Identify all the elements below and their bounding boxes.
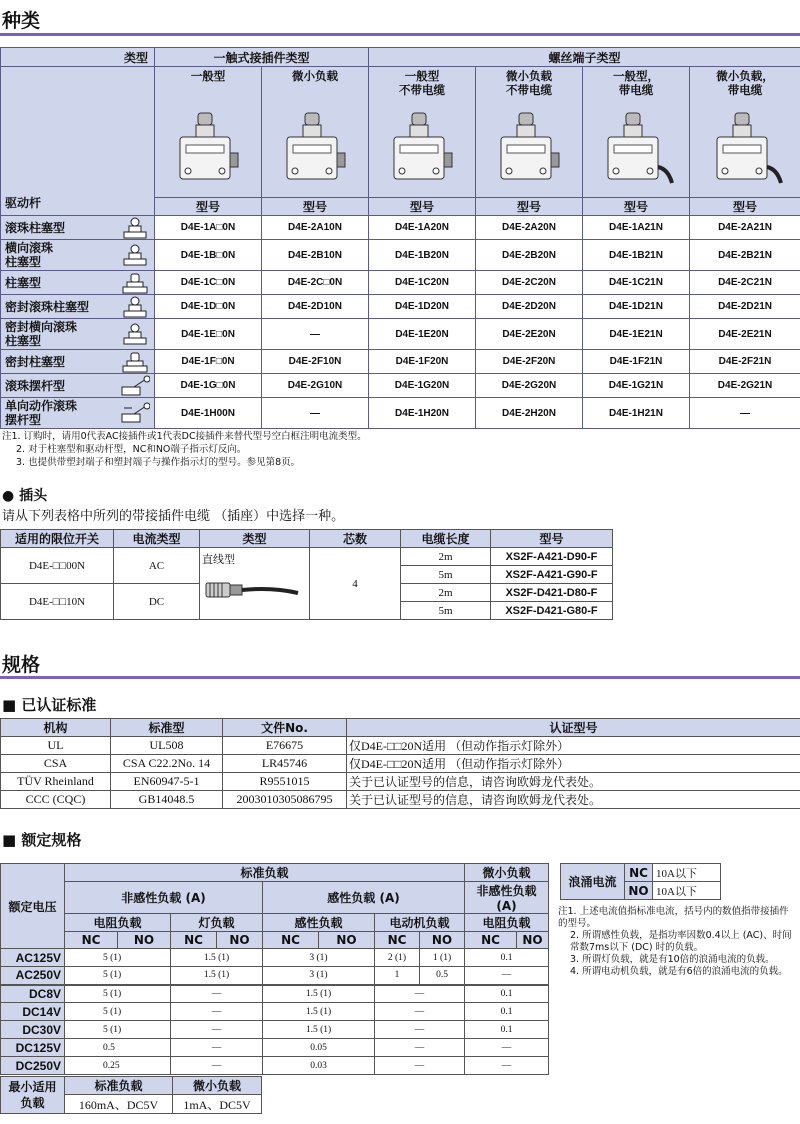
rating-row bbox=[1, 949, 549, 967]
rating-title: ■ 额定规格 bbox=[2, 831, 82, 849]
note-line: 4. 所谓电动机负载，就是有6倍的浪涌电流的负载。 bbox=[570, 966, 788, 977]
subtype-label: 一般型， 带电缆 bbox=[613, 71, 660, 97]
rating-row bbox=[1, 985, 549, 1003]
note-line: 2. 对于柱塞型和驱动杆型，NC和NO端子指示灯反向。 bbox=[16, 444, 247, 455]
nc-header: NC bbox=[65, 932, 118, 949]
cert-cell: CCC (CQC) bbox=[1, 791, 111, 809]
model-cell: D4E-2E20N bbox=[476, 319, 583, 350]
model-cell: D4E-2E21N bbox=[690, 319, 800, 350]
subtype-cell bbox=[155, 67, 262, 198]
actuator-cell bbox=[1, 350, 155, 374]
rating-notes bbox=[558, 906, 796, 978]
specs-section-title: 规格 bbox=[2, 654, 41, 676]
inductive-cell: 1.5 (1) bbox=[263, 985, 375, 1003]
lamp-cell: — bbox=[171, 985, 263, 1003]
model-cell: D4E-1C□0N bbox=[155, 271, 262, 295]
model-cell: D4E-2G21N bbox=[690, 374, 800, 398]
rating-ind-header: 感性负载 (A) bbox=[263, 882, 465, 914]
plug-switch: D4E-□□10N bbox=[1, 584, 114, 620]
model-label: 型号 bbox=[476, 198, 583, 216]
plug-intro: 请从下列表格中所列的带接插件电缆 （插座）中选择一种。 bbox=[2, 509, 345, 524]
model-cell: D4E-1B20N bbox=[369, 240, 476, 271]
model-cell: D4E-2D10N bbox=[262, 295, 369, 319]
model-cell: D4E-1A20N bbox=[369, 216, 476, 240]
cable-connector-icon bbox=[202, 573, 302, 607]
plug-header: 芯数 bbox=[310, 530, 401, 548]
subtype-cell bbox=[690, 67, 800, 198]
actuator-name: 柱塞型 bbox=[5, 275, 42, 290]
type-row bbox=[1, 350, 800, 374]
inrush-key: NO bbox=[625, 882, 653, 900]
cert-row bbox=[1, 791, 800, 809]
model-cell: D4E-1D□0N bbox=[155, 295, 262, 319]
no-header: NO bbox=[118, 932, 171, 949]
nc-header: NC bbox=[263, 932, 319, 949]
minload-standard-header: 标准负载 bbox=[65, 1077, 173, 1095]
actuator-label: 驱动杆 bbox=[1, 67, 155, 216]
actuator-cell bbox=[1, 295, 155, 319]
cert-header: 文件No. bbox=[223, 719, 347, 737]
lamp-cell: — bbox=[171, 1003, 263, 1021]
cert-cell: CSA bbox=[1, 755, 111, 773]
minload-micro-header: 微小负载 bbox=[173, 1077, 262, 1095]
note-line: 注1. 上述电流值指标准电流，括号内的数值指带接插件的型号。 bbox=[558, 906, 789, 929]
inductive-cell: 0.03 bbox=[263, 1057, 375, 1075]
plug-model: XS2F-A421-G90-F bbox=[491, 566, 613, 584]
model-cell: D4E-2B10N bbox=[262, 240, 369, 271]
motor-cell: — bbox=[375, 1039, 465, 1057]
plug-length: 2m bbox=[401, 548, 491, 566]
limit-switch-icon bbox=[168, 109, 248, 193]
rating-voltage-header: 额定电压 bbox=[1, 864, 65, 949]
minload-table bbox=[0, 1076, 262, 1114]
rating-micro-header: 微小负载 bbox=[465, 864, 549, 882]
plug-header: 适用的限位开关 bbox=[1, 530, 114, 548]
resistive-cell: 5 (1) bbox=[65, 949, 171, 967]
cert-cell: GB14048.5 bbox=[111, 791, 223, 809]
motor-no-cell: 1 (1) bbox=[420, 949, 465, 967]
voltage-cell: DC14V bbox=[1, 1003, 65, 1021]
subtype-cell bbox=[262, 67, 369, 198]
micro-cell: 0.1 bbox=[465, 1021, 549, 1039]
one-way-roller-lever-icon bbox=[120, 402, 150, 424]
minload-label: 最小适用 负载 bbox=[1, 1077, 65, 1114]
cross-roller-plunger-icon bbox=[120, 244, 150, 266]
model-cell: D4E-2H20N bbox=[476, 398, 583, 429]
roller-lever-icon bbox=[120, 375, 150, 397]
subtype-cell bbox=[476, 67, 583, 198]
micro-cell: — bbox=[465, 1057, 549, 1075]
group-screw-header: 螺丝端子类型 bbox=[369, 48, 800, 67]
note-line: 注1. 订购时，请用0代表AC接插件或1代表DC接插件来替代型号空白框注明电流类型。 bbox=[2, 431, 367, 442]
no-header: NO bbox=[420, 932, 465, 949]
rating-row bbox=[1, 1021, 549, 1039]
model-cell: D4E-1H00N bbox=[155, 398, 262, 429]
actuator-cell bbox=[1, 398, 155, 429]
actuator-name: 单向动作滚珠 摆杆型 bbox=[5, 399, 78, 427]
plug-header: 型号 bbox=[491, 530, 613, 548]
actuator-name: 滚珠柱塞型 bbox=[5, 220, 66, 235]
plug-model: XS2F-A421-D90-F bbox=[491, 548, 613, 566]
rating-micro-nonind-header: 非感性负载 (A) bbox=[465, 882, 549, 914]
model-cell: D4E-1E□0N bbox=[155, 319, 262, 350]
sealed-roller-plunger-icon bbox=[120, 296, 150, 318]
model-cell: D4E-2G10N bbox=[262, 374, 369, 398]
limit-switch-icon bbox=[489, 109, 569, 193]
note-line: 3. 也提供带塑封端子和塑封端子与操作指示灯的型号。参见第8页。 bbox=[16, 457, 301, 468]
cert-row bbox=[1, 773, 800, 791]
resistive-cell: 0.25 bbox=[65, 1057, 171, 1075]
cert-cell: E76675 bbox=[223, 737, 347, 755]
cert-cell: CSA C22.2No. 14 bbox=[111, 755, 223, 773]
plug-current: AC bbox=[114, 548, 200, 584]
subtype-label: 微小负载， 带电缆 bbox=[716, 71, 774, 97]
group-connector-header: 一触式接插件类型 bbox=[155, 48, 369, 67]
model-cell: — bbox=[262, 319, 369, 350]
motor-cell: — bbox=[375, 1057, 465, 1075]
limit-switch-icon bbox=[705, 109, 785, 193]
cert-row bbox=[1, 737, 800, 755]
minload-micro-value: 1mA、DC5V bbox=[173, 1095, 262, 1114]
model-cell: D4E-2A21N bbox=[690, 216, 800, 240]
cert-cell: 仅D4E-□□20N适用 （但动作指示灯除外） bbox=[347, 755, 800, 773]
actuator-cell bbox=[1, 319, 155, 350]
cert-cell: R9551015 bbox=[223, 773, 347, 791]
cert-header: 标准型 bbox=[111, 719, 223, 737]
types-section-title: 种类 bbox=[2, 10, 41, 32]
actuator-cell bbox=[1, 240, 155, 271]
actuator-name: 密封滚珠柱塞型 bbox=[5, 299, 90, 314]
rating-row bbox=[1, 1003, 549, 1021]
model-label: 型号 bbox=[262, 198, 369, 216]
model-cell: D4E-1F20N bbox=[369, 350, 476, 374]
model-cell: D4E-1G20N bbox=[369, 374, 476, 398]
cert-title: ■ 已认证标准 bbox=[2, 696, 97, 714]
resistive-cell: 5 (1) bbox=[65, 985, 171, 1003]
model-cell: D4E-1C20N bbox=[369, 271, 476, 295]
minload-standard-value: 160mA、DC5V bbox=[65, 1095, 173, 1114]
limit-switch-icon bbox=[275, 109, 355, 193]
note-line: 3. 所谓灯负载，就是有10倍的浪涌电流的负载。 bbox=[570, 954, 775, 965]
cert-row bbox=[1, 755, 800, 773]
inductive-cell: 3 (1) bbox=[263, 967, 375, 985]
actuator-name: 密封柱塞型 bbox=[5, 354, 66, 369]
type-row bbox=[1, 240, 800, 271]
actuator-cell bbox=[1, 271, 155, 295]
subtype-label: 一般型 不带电缆 bbox=[399, 71, 446, 97]
type-row bbox=[1, 374, 800, 398]
voltage-cell: AC250V bbox=[1, 967, 65, 985]
roller-plunger-icon bbox=[120, 217, 150, 239]
actuator-name: 密封横向滚珠 柱塞型 bbox=[5, 320, 78, 348]
type-row bbox=[1, 216, 800, 240]
model-cell: — bbox=[262, 398, 369, 429]
model-cell: — bbox=[690, 398, 800, 429]
cert-cell: 2003010305086795 bbox=[223, 791, 347, 809]
cert-cell: UL bbox=[1, 737, 111, 755]
cert-cell: 关于已认证型号的信息，请咨询欧姆龙代表处。 bbox=[347, 773, 800, 791]
plug-length: 2m bbox=[401, 584, 491, 602]
model-cell: D4E-1G21N bbox=[583, 374, 690, 398]
inductive-cell: 0.05 bbox=[263, 1039, 375, 1057]
types-table bbox=[0, 47, 800, 429]
motor-cell: — bbox=[375, 985, 465, 1003]
model-cell: D4E-1A21N bbox=[583, 216, 690, 240]
model-cell: D4E-2A10N bbox=[262, 216, 369, 240]
actuator-cell bbox=[1, 216, 155, 240]
model-cell: D4E-2G20N bbox=[476, 374, 583, 398]
model-cell: D4E-1E21N bbox=[583, 319, 690, 350]
model-cell: D4E-1F21N bbox=[583, 350, 690, 374]
actuator-name: 横向滚珠 柱塞型 bbox=[5, 241, 54, 269]
types-title-rule bbox=[0, 33, 800, 36]
model-cell: D4E-2C21N bbox=[690, 271, 800, 295]
nc-header: NC bbox=[171, 932, 217, 949]
plug-title: ● 插头 bbox=[2, 488, 48, 504]
model-cell: D4E-1D20N bbox=[369, 295, 476, 319]
inrush-table bbox=[560, 863, 721, 900]
motor-cell: — bbox=[375, 1021, 465, 1039]
plug-length: 5m bbox=[401, 602, 491, 620]
rating-row bbox=[1, 1057, 549, 1075]
model-cell: D4E-2B20N bbox=[476, 240, 583, 271]
plug-header: 类型 bbox=[200, 530, 310, 548]
model-label: 型号 bbox=[369, 198, 476, 216]
plug-length: 5m bbox=[401, 566, 491, 584]
cert-table bbox=[0, 718, 800, 809]
resistive-cell: 5 (1) bbox=[65, 967, 171, 985]
inductive-cell: 1.5 (1) bbox=[263, 1021, 375, 1039]
actuator-name: 滚珠摆杆型 bbox=[5, 378, 66, 393]
type-row bbox=[1, 295, 800, 319]
rating-micro-resistive-header: 电阻负载 bbox=[465, 914, 549, 932]
motor-cell: — bbox=[375, 1003, 465, 1021]
no-header: NO bbox=[517, 932, 549, 949]
model-cell: D4E-1H20N bbox=[369, 398, 476, 429]
inrush-value: 10A以下 bbox=[653, 864, 721, 882]
note-line: 2. 所谓感性负载，是指功率因数0.4以上 (AC)、时间常数7ms以下 (DC) 时的负载。 bbox=[570, 930, 792, 953]
cert-cell: 关于已认证型号的信息，请咨询欧姆龙代表处。 bbox=[347, 791, 800, 809]
voltage-cell: DC8V bbox=[1, 985, 65, 1003]
plug-type-text: 直线型 bbox=[202, 554, 235, 566]
subtype-label: 微小负载 bbox=[292, 71, 338, 83]
cert-cell: TÜV Rheinland bbox=[1, 773, 111, 791]
resistive-cell: 0.5 bbox=[65, 1039, 171, 1057]
motor-nc-cell: 2 (1) bbox=[375, 949, 420, 967]
motor-no-cell: 0.5 bbox=[420, 967, 465, 985]
plug-header: 电流类型 bbox=[114, 530, 200, 548]
model-cell: D4E-2F21N bbox=[690, 350, 800, 374]
actuator-cell bbox=[1, 374, 155, 398]
plug-model: XS2F-D421-D80-F bbox=[491, 584, 613, 602]
micro-cell: 0.1 bbox=[465, 949, 549, 967]
model-cell: D4E-1G□0N bbox=[155, 374, 262, 398]
cert-header: 认证型号 bbox=[347, 719, 800, 737]
plunger-icon bbox=[120, 272, 150, 294]
model-cell: D4E-2F20N bbox=[476, 350, 583, 374]
lamp-cell: 1.5 (1) bbox=[171, 949, 263, 967]
type-row bbox=[1, 271, 800, 295]
model-cell: D4E-1A□0N bbox=[155, 216, 262, 240]
plug-cores: 4 bbox=[310, 548, 401, 620]
plug-header: 电缆长度 bbox=[401, 530, 491, 548]
inductive-cell: 3 (1) bbox=[263, 949, 375, 967]
sealed-cross-roller-icon bbox=[120, 323, 150, 345]
subtype-label: 微小负载 不带电缆 bbox=[506, 71, 553, 97]
subtype-cell bbox=[369, 67, 476, 198]
model-cell: D4E-1B21N bbox=[583, 240, 690, 271]
micro-cell: 0.1 bbox=[465, 1003, 549, 1021]
plug-type-cell bbox=[200, 548, 310, 620]
model-cell: D4E-1F□0N bbox=[155, 350, 262, 374]
limit-switch-icon bbox=[596, 109, 676, 193]
model-cell: D4E-2C□0N bbox=[262, 271, 369, 295]
model-cell: D4E-1C21N bbox=[583, 271, 690, 295]
inrush-label: 浪涌电流 bbox=[561, 864, 625, 900]
lamp-cell: 1.5 (1) bbox=[171, 967, 263, 985]
model-cell: D4E-2D21N bbox=[690, 295, 800, 319]
subtype-label: 一般型 bbox=[190, 71, 226, 83]
model-label: 型号 bbox=[155, 198, 262, 216]
inrush-key: NC bbox=[625, 864, 653, 882]
rating-motor-header: 电动机负载 bbox=[375, 914, 465, 932]
specs-title-rule bbox=[0, 676, 800, 679]
rating-resistive-header: 电阻负载 bbox=[65, 914, 171, 932]
plug-model: XS2F-D421-G80-F bbox=[491, 602, 613, 620]
inductive-cell: 1.5 (1) bbox=[263, 1003, 375, 1021]
rating-row bbox=[1, 1039, 549, 1057]
micro-cell: — bbox=[465, 967, 549, 985]
resistive-cell: 5 (1) bbox=[65, 1021, 171, 1039]
nc-header: NC bbox=[465, 932, 517, 949]
micro-cell: — bbox=[465, 1039, 549, 1057]
nc-header: NC bbox=[375, 932, 420, 949]
rating-nonind-header: 非感性负载 (A) bbox=[65, 882, 263, 914]
sealed-plunger-icon bbox=[120, 351, 150, 373]
rating-lamp-header: 灯负载 bbox=[171, 914, 263, 932]
lamp-cell: — bbox=[171, 1021, 263, 1039]
motor-nc-cell: 1 bbox=[375, 967, 420, 985]
cert-header: 机构 bbox=[1, 719, 111, 737]
lamp-cell: — bbox=[171, 1057, 263, 1075]
model-cell: D4E-1H21N bbox=[583, 398, 690, 429]
no-header: NO bbox=[217, 932, 263, 949]
model-cell: D4E-2C20N bbox=[476, 271, 583, 295]
model-cell: D4E-2F10N bbox=[262, 350, 369, 374]
cert-cell: 仅D4E-□□20N适用 （但动作指示灯除外） bbox=[347, 737, 800, 755]
micro-cell: 0.1 bbox=[465, 985, 549, 1003]
model-cell: D4E-1B□0N bbox=[155, 240, 262, 271]
plug-table bbox=[0, 529, 613, 620]
type-row bbox=[1, 319, 800, 350]
types-notes bbox=[2, 430, 522, 469]
voltage-cell: DC125V bbox=[1, 1039, 65, 1057]
model-label: 型号 bbox=[690, 198, 800, 216]
no-header: NO bbox=[319, 932, 375, 949]
model-cell: D4E-2D20N bbox=[476, 295, 583, 319]
rating-table bbox=[0, 863, 549, 1075]
voltage-cell: AC125V bbox=[1, 949, 65, 967]
resistive-cell: 5 (1) bbox=[65, 1003, 171, 1021]
cert-cell: EN60947-5-1 bbox=[111, 773, 223, 791]
limit-switch-icon bbox=[382, 109, 462, 193]
rating-row bbox=[1, 967, 549, 985]
model-cell: D4E-1D21N bbox=[583, 295, 690, 319]
subtype-cell bbox=[583, 67, 690, 198]
inrush-value: 10A以下 bbox=[653, 882, 721, 900]
type-label: 类型 bbox=[1, 48, 155, 67]
voltage-cell: DC30V bbox=[1, 1021, 65, 1039]
model-cell: D4E-1E20N bbox=[369, 319, 476, 350]
rating-inductive-header: 感性负载 bbox=[263, 914, 375, 932]
rating-standard-header: 标准负载 bbox=[65, 864, 465, 882]
model-cell: D4E-2B21N bbox=[690, 240, 800, 271]
type-row bbox=[1, 398, 800, 429]
model-cell: D4E-2A20N bbox=[476, 216, 583, 240]
plug-switch: D4E-□□00N bbox=[1, 548, 114, 584]
voltage-cell: DC250V bbox=[1, 1057, 65, 1075]
cert-cell: UL508 bbox=[111, 737, 223, 755]
lamp-cell: — bbox=[171, 1039, 263, 1057]
plug-current: DC bbox=[114, 584, 200, 620]
cert-cell: LR45746 bbox=[223, 755, 347, 773]
model-label: 型号 bbox=[583, 198, 690, 216]
